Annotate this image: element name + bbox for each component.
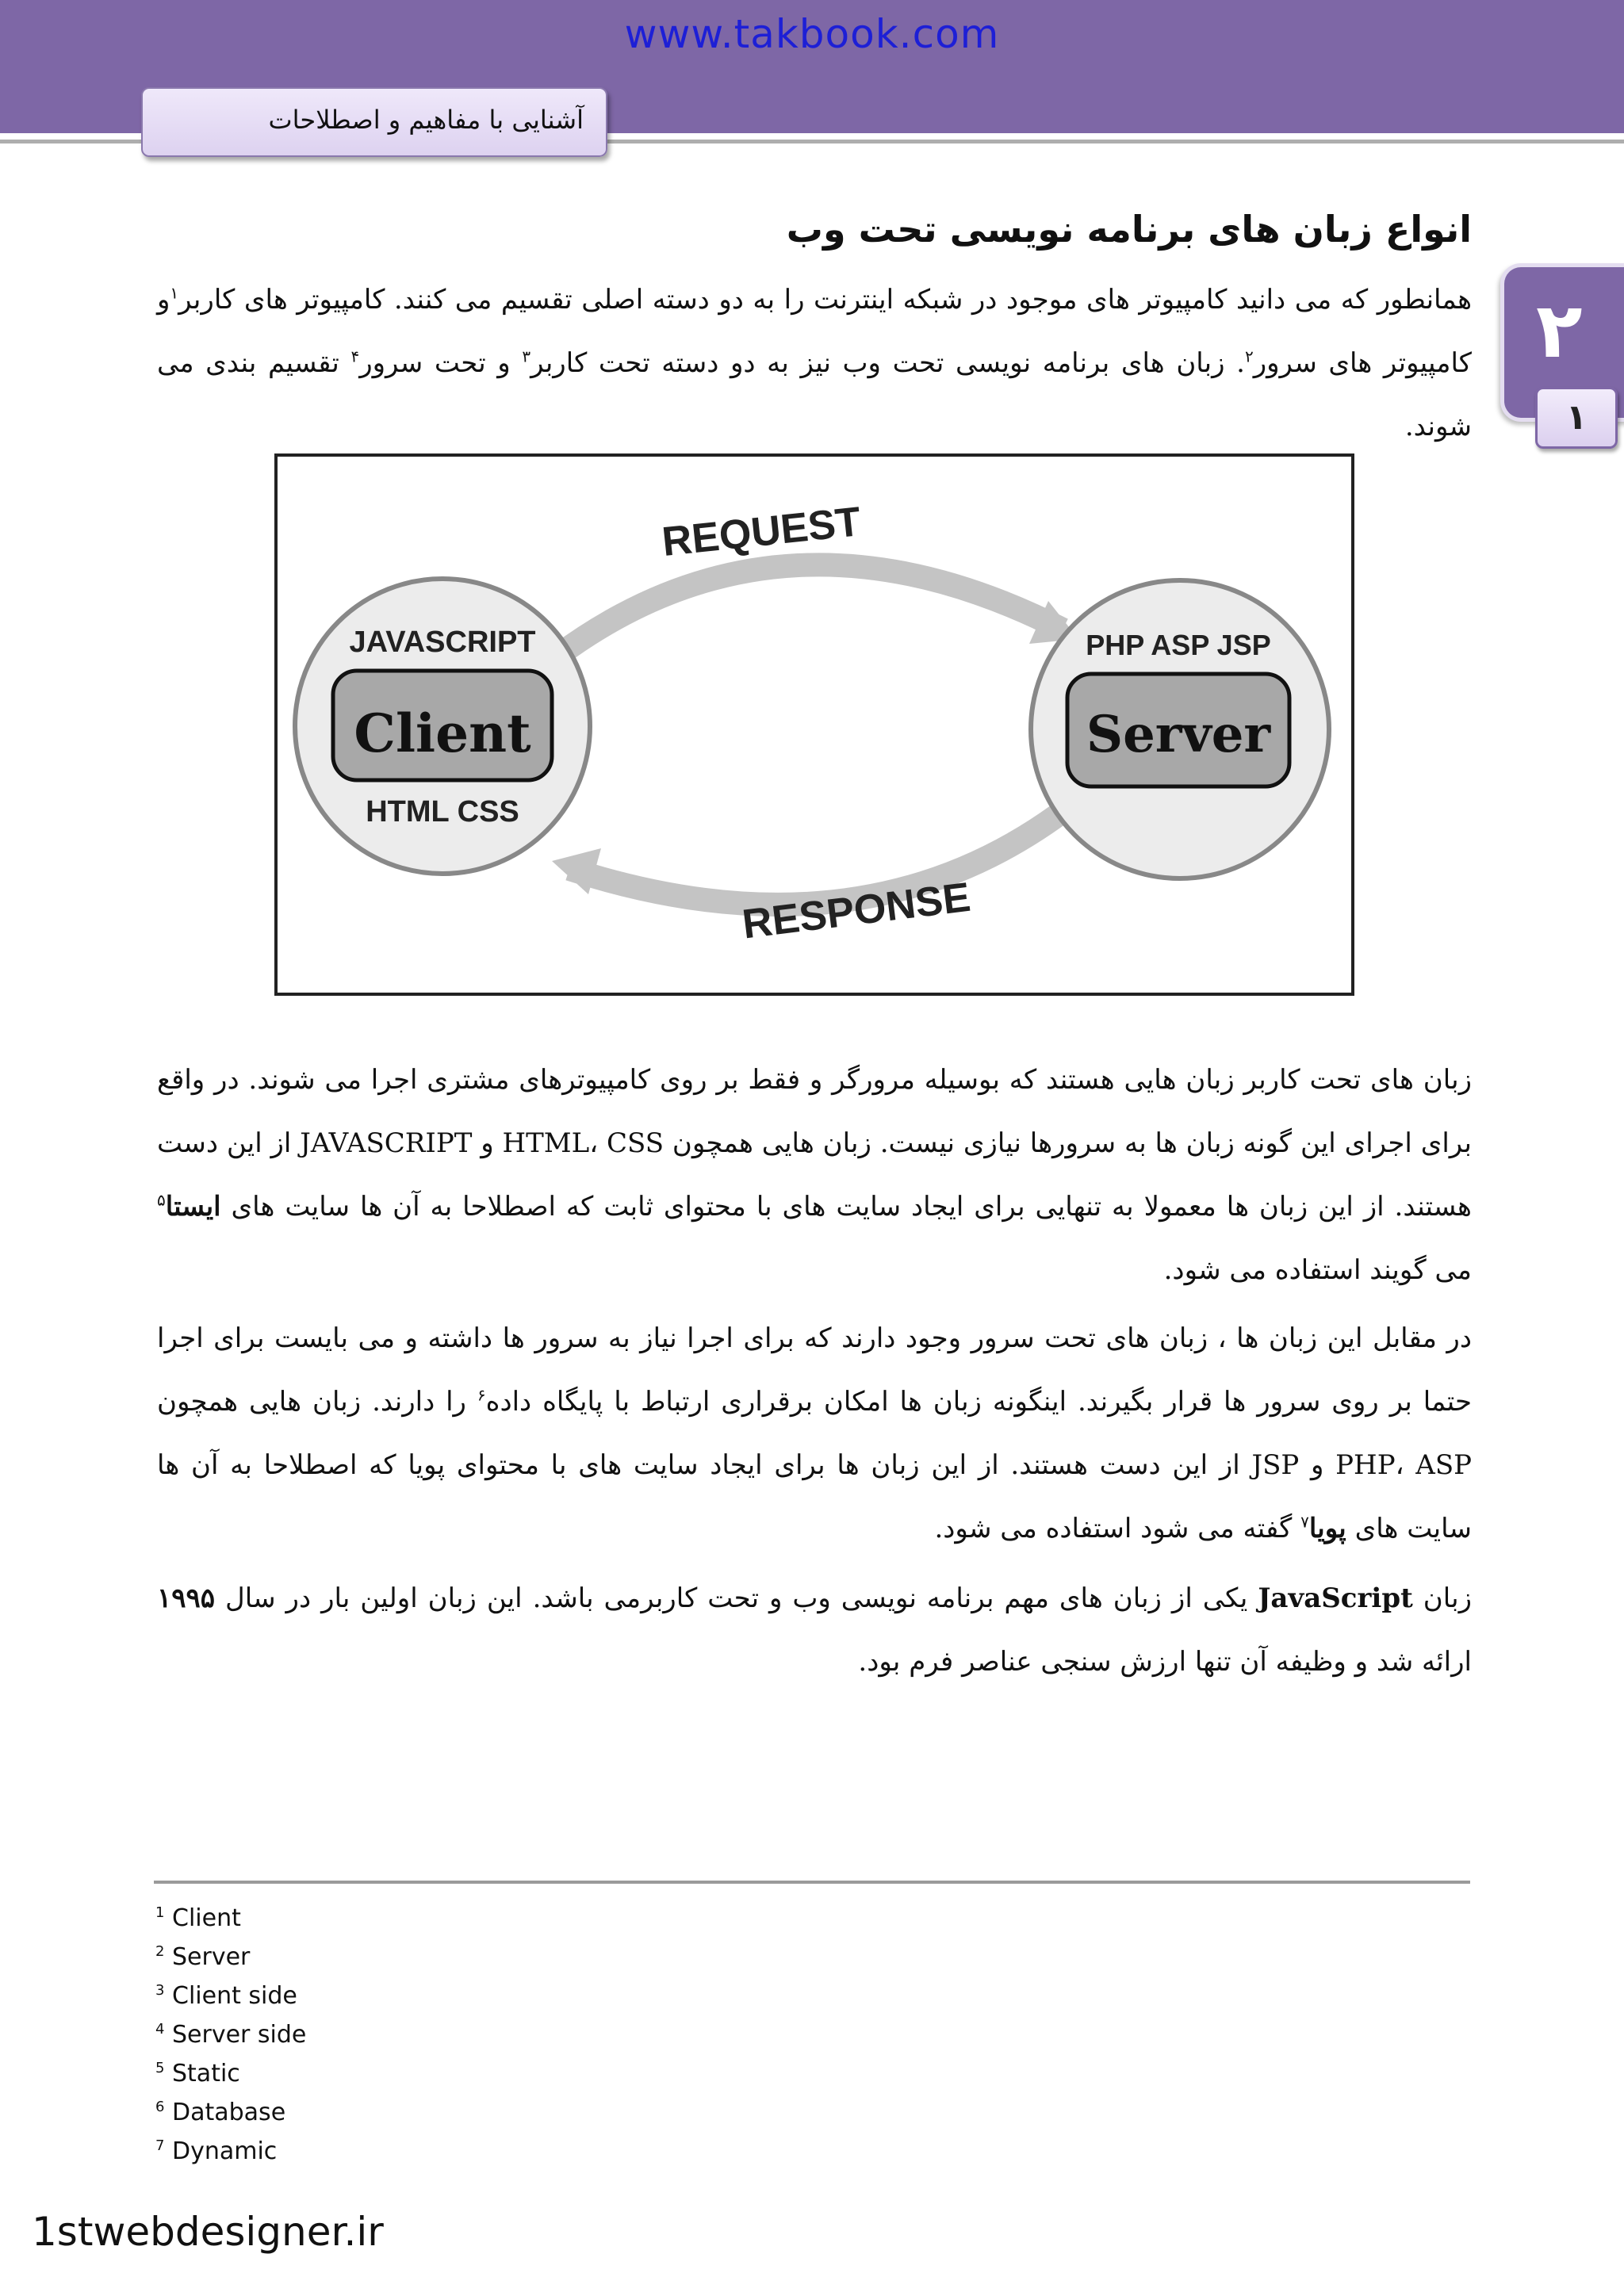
client-side-paragraph bbox=[157, 1048, 1472, 1302]
javascript-paragraph bbox=[157, 1567, 1472, 1693]
client-top-label: JAVASCRIPT bbox=[349, 626, 536, 659]
response-label: RESPONSE bbox=[739, 874, 973, 948]
intro-text-5: تقسیم بندی می شوند. bbox=[157, 347, 1472, 442]
intro-text-2: و کامپیوتر های سرور bbox=[157, 284, 1472, 379]
footnotes-list bbox=[155, 1896, 306, 2168]
footnote-ref-3[interactable]: ۳ bbox=[522, 346, 531, 366]
footnote-ref-2[interactable]: ۲ bbox=[1244, 346, 1254, 366]
footnote-item: $^2$ Server bbox=[155, 1943, 251, 1971]
chapter-number: ۲ bbox=[1536, 286, 1583, 375]
footnote-ref-5[interactable]: ۵ bbox=[157, 1190, 166, 1210]
para1-text-1: زبان های تحت کاربر زبان هایی هستند که بوسیله مرورگر و فقط بر روی کامپیوترهای مشتری اجرا می شوند. در واقع برای اجرای این گونه زبان ها به سرورها نیازی نیست. زبان هایی همچون HTML، CSS و JAVASCRIPT از این دست هستند. از این زبان ها معمولا به تنهایی برای ایجاد سایت های با محتوای ثابت که اصطلاحا به آن ها سایت های bbox=[157, 1064, 1472, 1223]
site-url[interactable]: www.takbook.com bbox=[624, 11, 1000, 57]
client-bottom-label: HTML CSS bbox=[366, 795, 519, 828]
javascript-term: JavaScript bbox=[1258, 1582, 1413, 1614]
footnote-item: $^4$ Server side bbox=[155, 2021, 307, 2049]
intro-text-3: . زبان های برنامه نویسی تحت وب نیز به دو دسته تحت کاربر bbox=[530, 347, 1245, 379]
chapter-tab bbox=[141, 87, 607, 157]
diagram-svg bbox=[278, 457, 1351, 993]
server-side-paragraph bbox=[157, 1307, 1472, 1560]
intro-text-4: و تحت سرور bbox=[359, 347, 523, 379]
footnote-divider bbox=[154, 1881, 1470, 1884]
footnote-ref-1[interactable]: ۱ bbox=[170, 283, 179, 303]
chapter-label: آشنایی با مفاهیم و اصطلاحات bbox=[268, 105, 584, 135]
footnote-ref-6[interactable]: ۶ bbox=[477, 1385, 486, 1405]
footnote-item: $^3$ Client side bbox=[155, 1982, 297, 2010]
para3-text-2: یکی از زبان های مهم برنامه نویسی وب و تحت کاربرمی باشد. این زبان اولین بار در سال bbox=[215, 1582, 1258, 1614]
intro-paragraph bbox=[157, 268, 1472, 458]
server-top-label: PHP ASP JSP bbox=[1086, 629, 1271, 661]
section-title: انواع زبان های برنامه نویسی تحت وب bbox=[786, 208, 1472, 251]
footnote-item: $^1$ Client bbox=[155, 1904, 241, 1932]
para3-text-1: زبان bbox=[1412, 1582, 1472, 1614]
para2-text-3: گفته می شود استفاده می شود. bbox=[934, 1513, 1301, 1544]
client-server-diagram bbox=[274, 453, 1354, 996]
request-label: REQUEST bbox=[660, 499, 864, 566]
section-number-tab: ۱ bbox=[1535, 387, 1618, 449]
dynamic-term: پویا bbox=[1308, 1513, 1346, 1544]
para1-text-2: می گویند استفاده می شود. bbox=[1163, 1254, 1472, 1286]
watermark[interactable]: 1stwebdesigner.ir bbox=[32, 2209, 384, 2255]
footnote-item: $^6$ Database bbox=[155, 2099, 286, 2126]
footnote-ref-7[interactable]: ۷ bbox=[1300, 1512, 1309, 1532]
client-label: Client bbox=[354, 702, 531, 764]
footnote-ref-4[interactable]: ۴ bbox=[350, 346, 360, 366]
para3-text-3: ارائه شد و وظیفه آن تنها ارزش سنجی عناصر فرم بود. bbox=[858, 1646, 1472, 1678]
para2-text-1: در مقابل این زبان ها ، زبان های تحت سرور وجود دارند که برای اجرا نیاز به سرور ها داشته و می بایست برای اجرا حتما بر روی سرور ها قرار بگیرند. اینگونه زبان ها امکان برقراری ارتباط با پایگاه داده bbox=[157, 1322, 1472, 1418]
request-arrow bbox=[559, 564, 1063, 655]
footnote-item: $^7$ Dynamic bbox=[155, 2137, 278, 2165]
year-1995: ۱۹۹۵ bbox=[157, 1582, 216, 1614]
response-arrow bbox=[569, 806, 1071, 905]
server-label: Server bbox=[1086, 705, 1271, 764]
intro-text-1: همانطور که می دانید کامپیوتر های موجود در شبکه اینترنت را به دو دسته اصلی تقسیم می کنند. کامپیوتر های کاربر bbox=[178, 284, 1472, 316]
static-term: ایستا bbox=[165, 1191, 221, 1223]
para2-text-2: را دارند. زبان هایی همچون PHP، ASP و JSP از این دست هستند. از این زبان ها برای ایجاد سایت های با محتوای پویا که اصطلاحا به آن ها سایت های bbox=[157, 1386, 1473, 1544]
footnote-item: $^5$ Static bbox=[155, 2060, 240, 2087]
